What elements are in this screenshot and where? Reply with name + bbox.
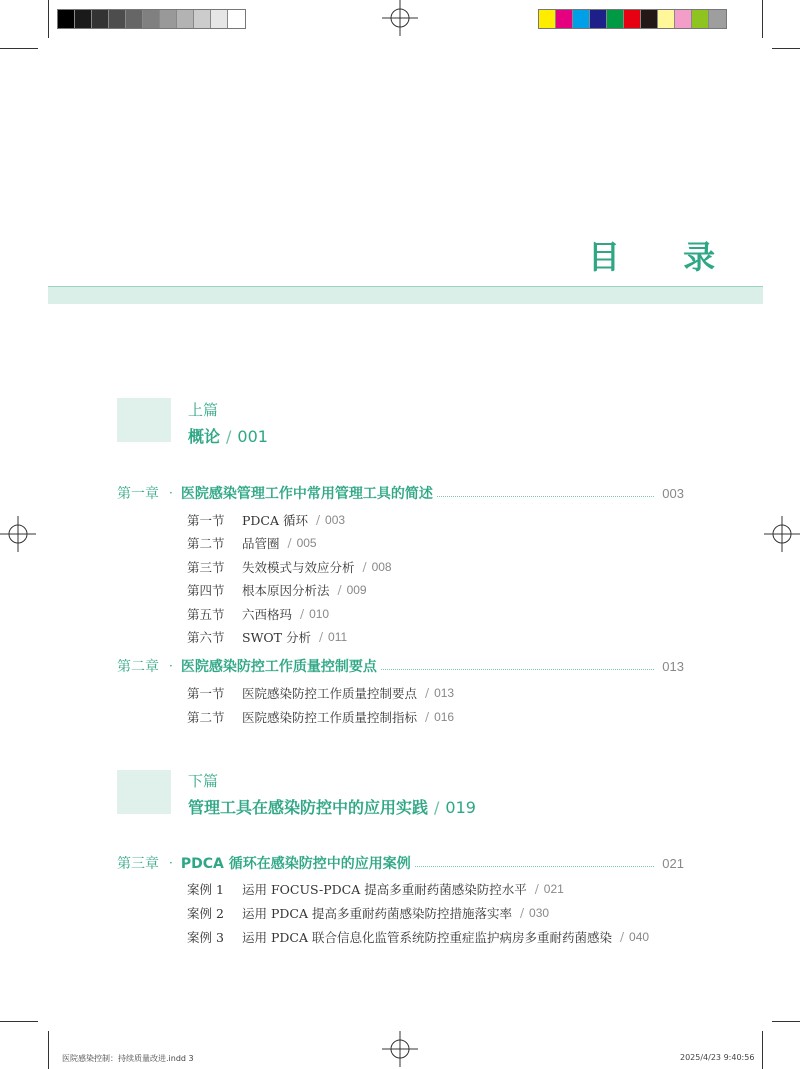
section-title: 运用 PDCA 联合信息化监管系统防控重症监护病房多重耐药菌感染 xyxy=(242,930,612,945)
slug-datetime: 2025/4/23 9:40:56 xyxy=(680,1053,755,1062)
color-swatch xyxy=(607,10,624,28)
section-entry[interactable] xyxy=(187,880,564,898)
section-title: 医院感染防控工作质量控制指标 xyxy=(242,710,418,725)
section-page-number: 040 xyxy=(629,930,650,944)
section-number: 第六节 xyxy=(187,630,225,645)
part-name: 管理工具在感染防控中的应用实践 xyxy=(188,798,429,817)
chapter-title: 医院感染管理工作中常用管理工具的简述 xyxy=(180,486,433,502)
page-title: 目 录 xyxy=(588,238,742,276)
part-page-number: 001 xyxy=(237,427,268,446)
section-page-number: 008 xyxy=(371,560,392,574)
section-separator: / xyxy=(425,686,430,700)
section-entry[interactable] xyxy=(187,511,345,529)
chapter-entry[interactable] xyxy=(117,853,684,873)
section-page-number: 009 xyxy=(346,583,367,597)
section-entry[interactable] xyxy=(187,605,329,623)
section-separator: / xyxy=(619,930,625,944)
registration-mark-icon xyxy=(0,516,36,552)
color-swatch xyxy=(211,10,228,28)
title-band xyxy=(48,286,763,304)
section-page-number: 011 xyxy=(328,630,348,644)
section-separator: / xyxy=(318,630,324,644)
color-swatch xyxy=(675,10,692,28)
section-separator: / xyxy=(519,906,525,920)
color-swatch xyxy=(109,10,126,28)
color-swatch xyxy=(160,10,177,28)
section-number: 第二节 xyxy=(187,536,225,551)
section-separator: / xyxy=(287,536,292,550)
part-name: 概论 xyxy=(188,427,221,446)
section-separator: / xyxy=(362,560,367,574)
chapter-title: 医院感染防控工作质量控制要点 xyxy=(180,659,377,675)
section-entry[interactable] xyxy=(187,534,317,552)
color-swatch-bar xyxy=(538,9,727,29)
part-separator: / xyxy=(434,798,440,817)
section-title: PDCA 循环 xyxy=(242,513,308,528)
section-entry[interactable] xyxy=(187,558,392,576)
chapter-page-number: 013 xyxy=(662,658,684,674)
section-entry[interactable] xyxy=(187,928,649,946)
registration-mark-icon xyxy=(764,516,800,552)
part-label: 上篇 xyxy=(188,401,219,419)
section-page-number: 016 xyxy=(434,710,455,724)
color-swatch xyxy=(75,10,92,28)
chapter-bullet: · xyxy=(169,659,173,673)
section-separator: / xyxy=(316,513,321,527)
color-swatch xyxy=(58,10,75,28)
section-title: 运用 FOCUS-PDCA 提高多重耐药菌感染防控水平 xyxy=(242,882,527,897)
dot-leader xyxy=(381,669,654,670)
color-swatch xyxy=(692,10,709,28)
part-label: 下篇 xyxy=(188,772,219,790)
color-swatch xyxy=(228,10,245,28)
chapter-page-number: 021 xyxy=(662,855,684,871)
chapter-page-number: 003 xyxy=(662,485,684,501)
section-title: 根本原因分析法 xyxy=(242,583,330,598)
section-page-number: 005 xyxy=(296,536,317,550)
chapter-bullet: · xyxy=(169,856,173,870)
section-title: 品管圈 xyxy=(242,536,280,551)
section-page-number: 010 xyxy=(309,607,330,621)
part-separator: / xyxy=(226,427,232,446)
chapter-title: PDCA 循环在感染防控中的应用案例 xyxy=(180,856,411,872)
color-swatch xyxy=(194,10,211,28)
part-marker-box xyxy=(117,770,171,814)
section-entry[interactable] xyxy=(187,628,347,646)
section-separator: / xyxy=(425,710,430,724)
section-title: 运用 PDCA 提高多重耐药菌感染防控措施落实率 xyxy=(242,906,512,921)
color-swatch xyxy=(177,10,194,28)
dot-leader xyxy=(437,496,654,497)
section-entry[interactable] xyxy=(187,684,454,702)
color-swatch xyxy=(590,10,607,28)
chapter-entry[interactable] xyxy=(117,483,684,503)
part-page-number: 019 xyxy=(445,798,476,817)
section-separator: / xyxy=(337,583,342,597)
color-swatch xyxy=(624,10,641,28)
section-separator: / xyxy=(534,882,539,896)
color-swatch xyxy=(709,10,726,28)
part-title[interactable] xyxy=(188,424,268,447)
color-swatch xyxy=(539,10,556,28)
section-page-number: 021 xyxy=(543,882,564,896)
color-swatch xyxy=(573,10,590,28)
part-title[interactable] xyxy=(188,795,476,818)
section-entry[interactable] xyxy=(187,904,549,922)
section-number: 第二节 xyxy=(187,710,225,725)
section-title: SWOT 分析 xyxy=(242,630,311,645)
section-number: 案例 3 xyxy=(187,930,224,945)
section-separator: / xyxy=(300,607,305,621)
section-title: 失效模式与效应分析 xyxy=(242,560,355,575)
section-number: 第一节 xyxy=(187,513,225,528)
color-swatch xyxy=(143,10,160,28)
section-page-number: 013 xyxy=(434,686,455,700)
part-marker-box xyxy=(117,398,171,442)
chapter-number: 第三章 xyxy=(117,856,159,872)
color-swatch xyxy=(641,10,658,28)
section-number: 案例 1 xyxy=(187,882,224,897)
section-entry[interactable] xyxy=(187,581,367,599)
chapter-number: 第一章 xyxy=(117,486,159,502)
slug-filename: 医院感染控制：持续质量改进.indd 3 xyxy=(62,1054,194,1063)
color-swatch xyxy=(92,10,109,28)
gray-swatch-bar xyxy=(57,9,246,29)
section-page-number: 030 xyxy=(529,906,550,920)
section-entry[interactable] xyxy=(187,708,454,726)
section-number: 第四节 xyxy=(187,583,225,598)
section-title: 医院感染防控工作质量控制要点 xyxy=(242,686,418,701)
section-title: 六西格玛 xyxy=(242,607,293,622)
section-page-number: 003 xyxy=(325,513,346,527)
color-swatch xyxy=(126,10,143,28)
color-swatch xyxy=(556,10,573,28)
section-number: 第一节 xyxy=(187,686,225,701)
chapter-entry[interactable] xyxy=(117,656,684,676)
section-number: 第三节 xyxy=(187,560,225,575)
chapter-bullet: · xyxy=(169,486,173,500)
dot-leader xyxy=(415,866,655,867)
registration-mark-icon xyxy=(382,0,418,36)
registration-mark-icon xyxy=(382,1031,418,1067)
section-number: 第五节 xyxy=(187,607,225,622)
color-swatch xyxy=(658,10,675,28)
section-number: 案例 2 xyxy=(187,906,224,921)
chapter-number: 第二章 xyxy=(117,659,159,675)
